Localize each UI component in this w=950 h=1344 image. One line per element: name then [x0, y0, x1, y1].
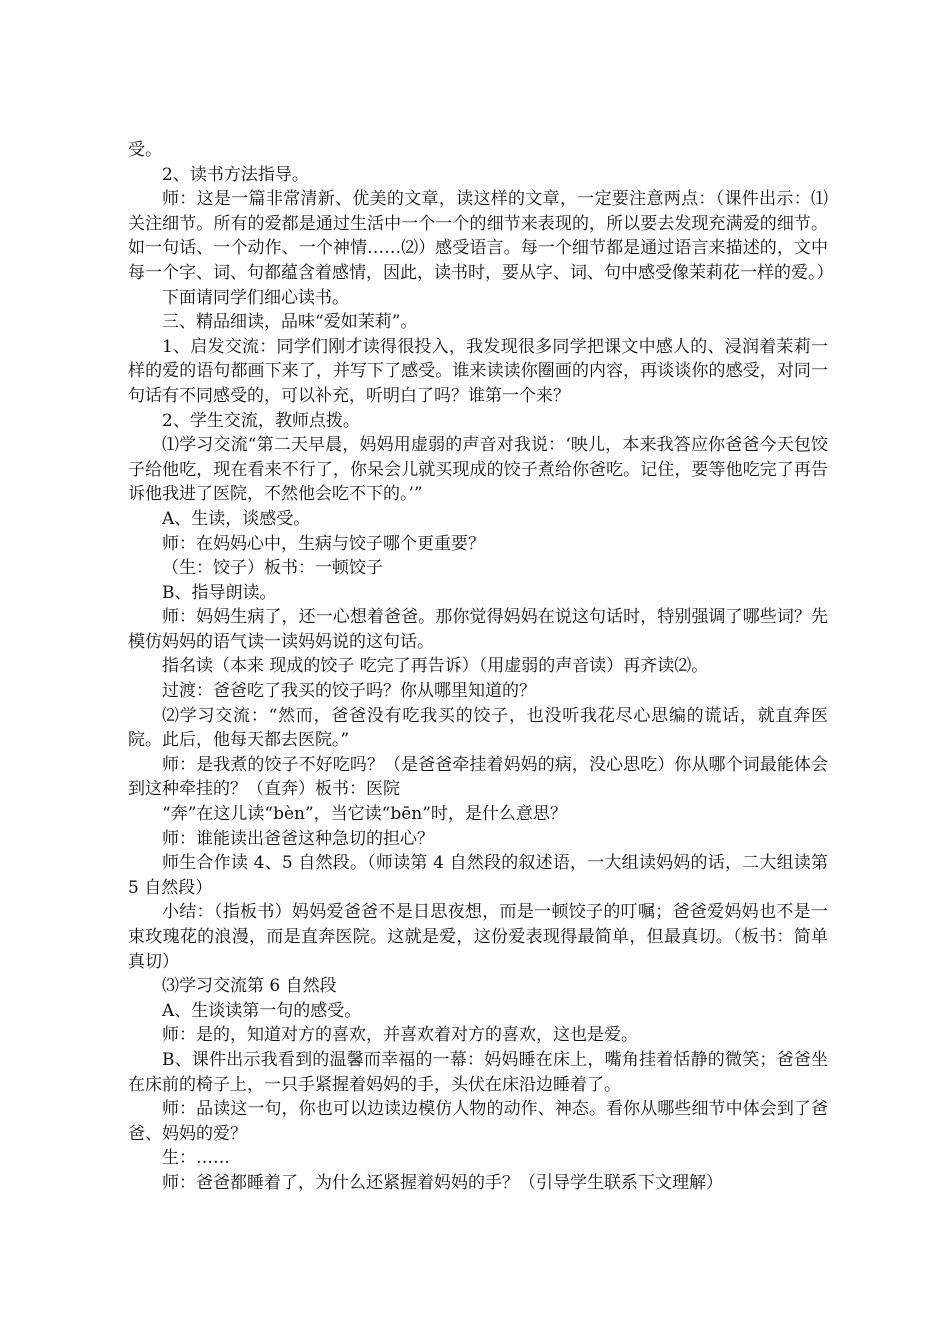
- paragraph: 师：妈妈生病了，还一心想着爸爸。那你觉得妈妈在说这句话时，特别强调了哪些词？先模仿妈妈的语气读一读妈妈说的这句话。: [128, 607, 828, 652]
- paragraph: 师：谁能读出爸爸这种急切的担心？: [162, 828, 434, 849]
- paragraph: 2、学生交流，教师点拨。: [162, 410, 360, 431]
- paragraph: 生：……: [162, 1148, 230, 1169]
- paragraph: 下面请同学们细心读书。: [162, 287, 349, 308]
- paragraph: 师：这是一篇非常清新、优美的文章，读这样的文章，一定要注意两点：（课件出示：⑴关注细节。所有的爱都是通过生活中一个一个的细节来表现的，所以要去发现充满爱的细节。如一句话、一个动作、一个神情……⑵）感受语言。每一个细节都是通过语言来描述的，文中每一个字、词、句都蕴含着感情，因此，读书时，要从字、词、句中感受像茉莉花一样的爱。）: [128, 189, 834, 283]
- paragraph: 师：爸爸都睡着了，为什么还紧握着妈妈的手？（引导学生联系下文理解）: [162, 1172, 723, 1193]
- paragraph: A、生谈读第一句的感受。: [162, 1000, 362, 1021]
- paragraph: 师：在妈妈心中，生病与饺子哪个更重要？: [162, 533, 485, 554]
- paragraph: 受。: [128, 140, 162, 160]
- paragraph: 指名读（本来 现成的饺子 吃完了再告诉）（用虚弱的声音读）再齐读⑵。: [162, 656, 709, 677]
- paragraph: “奔”在这儿读“bèn”，当它读“bēn”时，是什么意思？: [162, 804, 567, 825]
- paragraph: ⑵学习交流：“然而，爸爸没有吃我买的饺子，也没听我花尽心思编的谎话，就直奔医院。此后，他每天都去医院。”: [128, 705, 828, 751]
- paragraph: 过渡：爸爸吃了我买的饺子吗？你从哪里知道的？: [162, 681, 536, 702]
- paragraph: B、指导朗读。: [162, 582, 277, 603]
- paragraph: ⑴学习交流“第二天早晨，妈妈用虚弱的声音对我说：‘映儿，本来我答应你爸爸今天包饺子给他吃，现在看来不行了，你呆会儿就买现成的饺子煮给你爸吃。记住，要等他吃完了再告诉他我进了医院，不然他会吃不下的。’”: [128, 435, 828, 505]
- paragraph: 师：是我煮的饺子不好吃吗？（是爸爸牵挂着妈妈的病，没心思吃）你从哪个词最能体会到这种牵挂的？（直奔）板书：医院: [128, 754, 828, 800]
- paragraph: B、课件出示我看到的温馨而幸福的一幕：妈妈睡在床上，嘴角挂着恬静的微笑；爸爸坐在床前的椅子上，一只手紧握着妈妈的手，头伏在床沿边睡着了。: [128, 1049, 828, 1095]
- paragraph: 小结：（指板书）妈妈爱爸爸不是日思夜想，而是一顿饺子的叮嘱；爸爸爱妈妈也不是一束玫瑰花的浪漫，而是直奔医院。这就是爱，这份爱表现得最简单，但最真切。（板书：简单 真切）: [128, 902, 828, 972]
- paragraph: A、生读，谈感受。: [162, 508, 311, 529]
- paragraph: ⑶学习交流第 6 自然段: [162, 976, 337, 997]
- paragraph: 师生合作读 4、5 自然段。（师读第 4 自然段的叙述语，一大组读妈妈的话，二大组读第 5 自然段）: [128, 853, 828, 898]
- section-heading: 三、精品细读，品味“爱如茉莉”。: [162, 312, 418, 333]
- paragraph: 1、启发交流：同学们刚才读得很投入，我发现很多同学把课文中感人的、浸润着茉莉一样的爱的语句都画下来了，并写下了感受。谁来读读你圈画的内容，再谈谈你的感受，对同一句话有不同感受的，可以补充，听明白了吗？谁第一个来？: [128, 336, 828, 406]
- paragraph: 师：品读这一句，你也可以边读边模仿人物的动作、神态。看你从哪些细节中体会到了爸爸、妈妈的爱？: [128, 1099, 828, 1144]
- paragraph: 2、读书方法指导。: [162, 164, 309, 185]
- document-body: [128, 138, 834, 1196]
- paragraph: 师：是的，知道对方的喜欢，并喜欢着对方的喜欢，这也是爱。: [162, 1025, 638, 1046]
- paragraph: （生：饺子）板书：一顿饺子: [162, 558, 383, 579]
